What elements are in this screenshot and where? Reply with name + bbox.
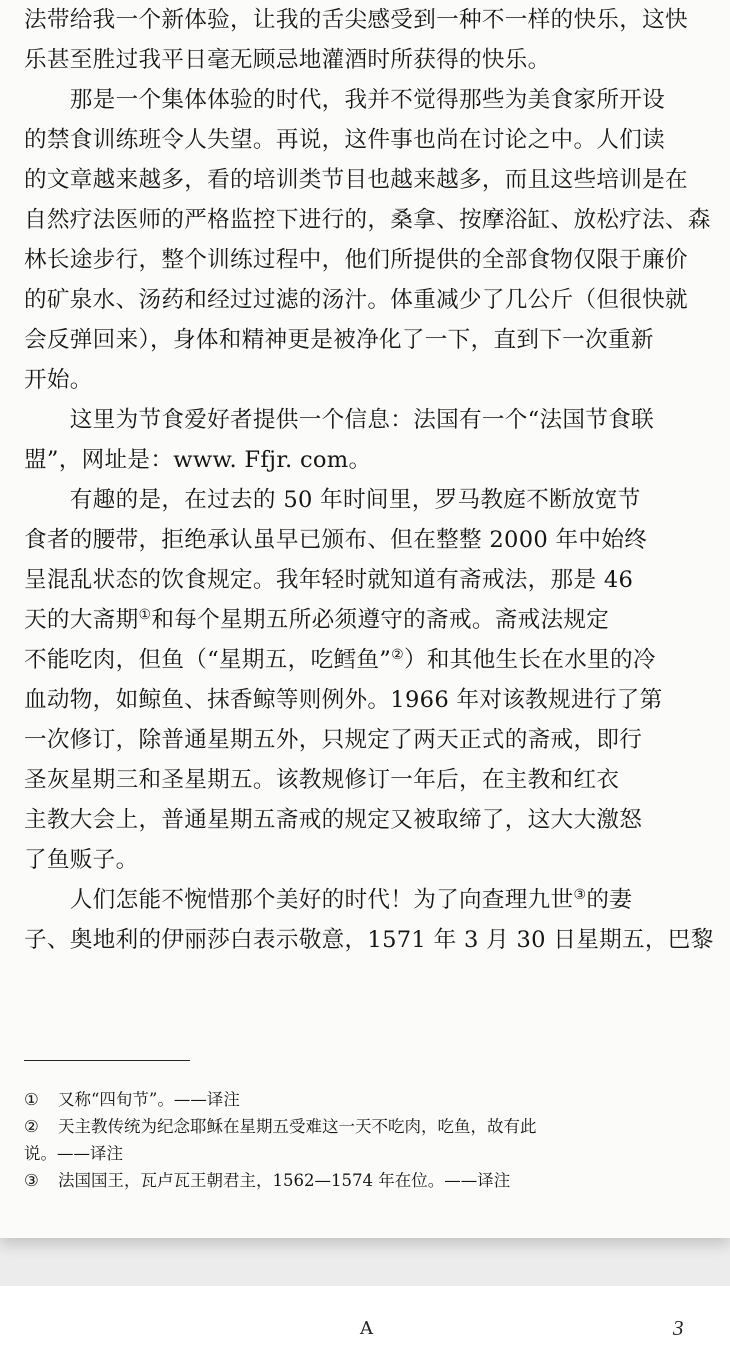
text-segment: 和每个星期五所必须遵守的斋戒。斋戒法规定 xyxy=(151,607,610,633)
text-line: 有趣的是，在过去的 50 年时间里，罗马教庭不断放宽节 xyxy=(24,487,641,513)
footnote-1 xyxy=(24,1086,714,1113)
text-line: 法带给我一个新体验，让我的舌尖感受到一种不一样的快乐，这快 xyxy=(24,7,688,33)
text-line: 子、奥地利的伊丽莎白表示敬意，1571 年 3 月 30 日星期五，巴黎 xyxy=(24,927,714,953)
text-line: 那是一个集体体验的时代，我并不觉得那些为美食家所开设 xyxy=(24,87,666,113)
body-text xyxy=(24,0,714,960)
text-line: 的矿泉水、汤药和经过过滤的汤汁。体重减少了几公斤（但很快就 xyxy=(24,287,688,313)
text-line: 林长途步行，整个训练过程中，他们所提供的全部食物仅限于廉价 xyxy=(24,247,688,273)
text-line: 血动物，如鲸鱼、抹香鲸等则例外。1966 年对该教规进行了第 xyxy=(24,687,663,713)
text-segment: 人们怎能不惋惜那个美好的时代！为了向查理九世 xyxy=(24,887,574,913)
text-line xyxy=(24,640,708,680)
text-segment: ）和其他生长在水里的冷 xyxy=(403,647,656,673)
footnote-mark-1: ① xyxy=(138,607,152,623)
text-line: 了鱼贩子。 xyxy=(24,847,139,873)
footnote-number: ③ xyxy=(24,1171,39,1190)
footnote-mark-3: ③ xyxy=(573,887,587,903)
footnote-text: 法国国王，瓦卢瓦王朝君主，1562—1574 年在位。——译注 xyxy=(58,1171,511,1190)
text-segment: 天的大斋期 xyxy=(24,607,139,633)
text-line xyxy=(24,600,708,640)
footnotes xyxy=(24,1086,714,1194)
section-tab[interactable]: A xyxy=(360,1318,373,1339)
text-line: 圣灰星期三和圣星期五。该教规修订一年后，在主教和红衣 xyxy=(24,767,620,793)
footnote-text: 又称“四旬节”。——译注 xyxy=(58,1090,240,1109)
footnote-text: 天主教传统为纪念耶稣在星期五受难这一天不吃肉，吃鱼，故有此 xyxy=(58,1117,537,1136)
text-line: 盟”，网址是：www. Ffjr. com。 xyxy=(24,447,372,473)
text-line: 一次修订，除普通星期五外，只规定了两天正式的斋戒，即行 xyxy=(24,727,643,753)
text-line: 这里为节食爱好者提供一个信息：法国有一个“法国节食联 xyxy=(24,407,654,433)
text-line: 会反弹回来），身体和精神更是被净化了一下，直到下一次重新 xyxy=(24,327,654,353)
text-line: 自然疗法医师的严格监控下进行的，桑拿、按摩浴缸、放松疗法、森 xyxy=(24,207,711,233)
footnote-divider xyxy=(24,1060,190,1061)
text-line: 的文章越来越多，看的培训类节目也越来越多，而且这些培训是在 xyxy=(24,167,688,193)
text-line: 主教大会上，普通星期五斋戒的规定又被取缔了，这大大激怒 xyxy=(24,807,643,833)
text-segment: 的妻 xyxy=(586,887,633,913)
text-line: 食者的腰带，拒绝承认虽早已颁布、但在整整 2000 年中始终 xyxy=(24,527,648,553)
footnote-3 xyxy=(24,1167,714,1194)
footnote-2 xyxy=(24,1113,714,1140)
text-line: 乐甚至胜过我平日毫无顾忌地灌酒时所获得的快乐。 xyxy=(24,47,551,73)
footnote-2-continued: 说。——译注 xyxy=(24,1144,123,1163)
page-number: 3 xyxy=(673,1316,684,1340)
text-line: 的禁食训练班令人失望。再说，这件事也尚在讨论之中。人们读 xyxy=(24,127,666,153)
text-line: 开始。 xyxy=(24,367,93,393)
text-line: 呈混乱状态的饮食规定。我年轻时就知道有斋戒法，那是 46 xyxy=(24,567,634,593)
text-segment: 不能吃肉，但鱼（“星期五，吃鳕鱼” xyxy=(24,647,392,673)
footnote-number: ② xyxy=(24,1117,39,1136)
footnote-mark-2: ② xyxy=(391,647,404,663)
footnote-number: ① xyxy=(24,1090,39,1109)
text-line xyxy=(24,880,708,920)
